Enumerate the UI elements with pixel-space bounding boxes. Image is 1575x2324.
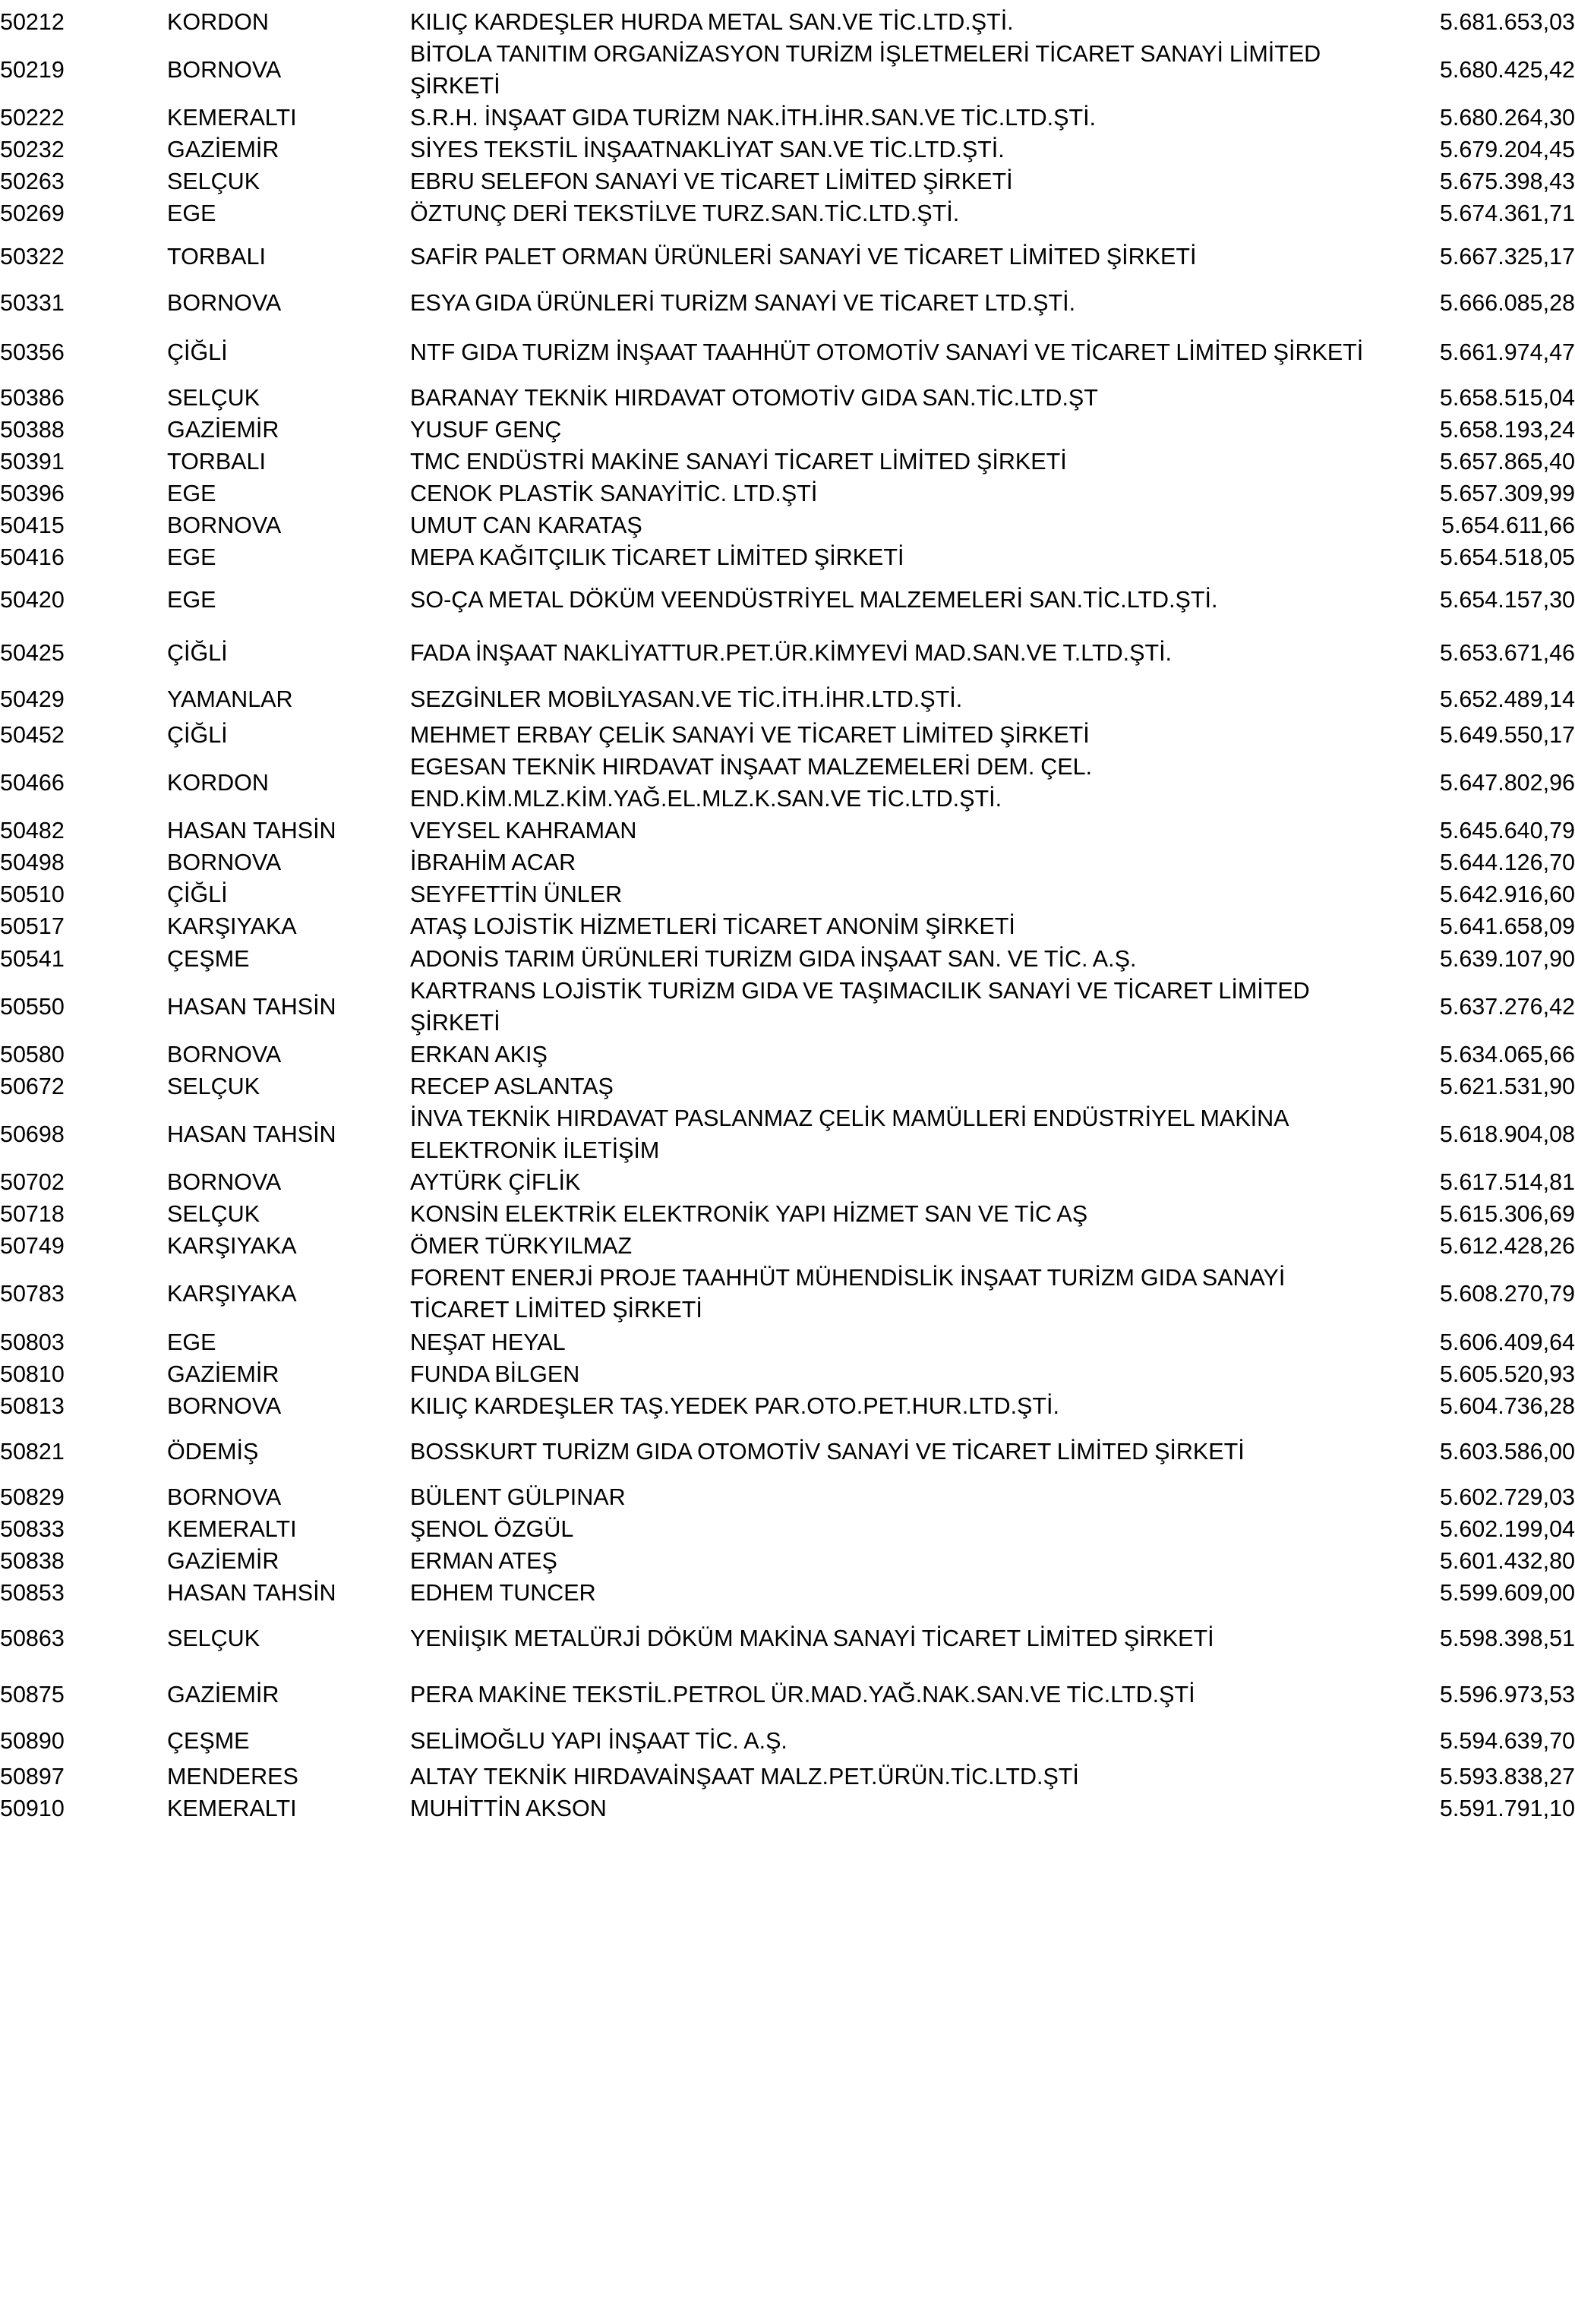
cell-rank: 50813 — [0, 1392, 65, 1419]
cell-rank: 50541 — [0, 945, 65, 972]
cell-spacer — [103, 323, 167, 382]
cell-rank: 50452 — [0, 722, 65, 749]
cell-spacer — [103, 719, 167, 751]
table-row — [0, 1513, 1575, 1545]
cell-rank: 50388 — [0, 416, 65, 443]
cell-district: KARŞIYAKA — [167, 913, 297, 940]
table-row — [0, 815, 1575, 847]
table-row — [0, 680, 1575, 719]
cell-taxpayer-name: SEZGİNLER MOBİLYASAN.VE TİC.İTH.İHR.LTD.ŞTİ. — [410, 686, 963, 712]
cell-district: KEMERALTI — [167, 1515, 297, 1542]
cell-spacer — [103, 815, 167, 847]
cell-spacer — [103, 1198, 167, 1230]
cell-spacer — [103, 1422, 167, 1481]
cell-amount: 5.642.916,60 — [1439, 881, 1575, 908]
cell-amount: 5.653.671,46 — [1439, 639, 1575, 666]
cell-taxpayer-name: TMC ENDÜSTRİ MAKİNE SANAYİ TİCARET LİMİTED ŞİRKETİ — [410, 448, 1067, 475]
cell-district: TORBALI — [167, 448, 266, 475]
cell-rank: 50550 — [0, 993, 65, 1020]
cell-rank: 50838 — [0, 1547, 65, 1574]
cell-rank: 50331 — [0, 289, 65, 316]
cell-rank: 50322 — [0, 243, 65, 270]
cell-amount: 5.602.199,04 — [1439, 1515, 1575, 1542]
cell-amount: 5.645.640,79 — [1439, 818, 1575, 844]
cell-rank: 50833 — [0, 1515, 65, 1542]
cell-spacer — [103, 1513, 167, 1545]
cell-rank: 50420 — [0, 586, 65, 613]
cell-taxpayer-name: SİYES TEKSTİL İNŞAATNAKLİYAT SAN.VE TİC.LTD.ŞTİ. — [410, 137, 1005, 163]
cell-district: KORDON — [167, 770, 269, 796]
cell-rank: 50219 — [0, 57, 65, 84]
cell-amount: 5.599.609,00 — [1439, 1579, 1575, 1606]
table-row — [0, 323, 1575, 382]
cell-taxpayer-name: ATAŞ LOJİSTİK HİZMETLERİ TİCARET ANONİM ŞİRKETİ — [410, 913, 1015, 940]
cell-district: HASAN TAHSİN — [167, 1121, 336, 1147]
cell-amount: 5.658.515,04 — [1439, 384, 1575, 411]
table-row — [0, 478, 1575, 509]
cell-district: SELÇUK — [167, 1201, 260, 1228]
table-row — [0, 283, 1575, 323]
cell-rank: 50749 — [0, 1233, 65, 1260]
cell-amount: 5.641.658,09 — [1439, 913, 1575, 940]
cell-amount: 5.667.325,17 — [1439, 243, 1575, 270]
table-body — [0, 6, 1575, 1824]
cell-district: GAZİEMİR — [167, 1361, 279, 1387]
table-row — [0, 1326, 1575, 1358]
cell-rank: 50263 — [0, 169, 65, 195]
cell-district: KORDON — [167, 9, 269, 35]
cell-taxpayer-name: RECEP ASLANTAŞ — [410, 1073, 614, 1099]
cell-amount: 5.658.193,24 — [1439, 416, 1575, 443]
cell-amount: 5.634.065,66 — [1439, 1041, 1575, 1067]
cell-district: EGE — [167, 1329, 216, 1355]
cell-district: EGE — [167, 586, 216, 613]
cell-spacer — [103, 446, 167, 478]
cell-taxpayer-name: KONSİN ELEKTRİK ELEKTRONİK YAPI HİZMET SAN VE TİC AŞ — [410, 1201, 1088, 1228]
cell-amount: 5.617.514,81 — [1439, 1169, 1575, 1196]
cell-taxpayer-name: MEPA KAĞITÇILIK TİCARET LİMİTED ŞİRKETİ — [410, 544, 904, 570]
cell-spacer — [103, 197, 167, 229]
cell-amount: 5.654.518,05 — [1439, 544, 1575, 570]
cell-district: EGE — [167, 200, 216, 227]
cell-rank: 50810 — [0, 1361, 65, 1387]
table-row — [0, 230, 1575, 283]
cell-taxpayer-name: FORENT ENERJİ PROJE TAAHHÜT MÜHENDİSLİK İNŞAAT TURİZM GIDA SANAYİ TİCARET LİMİTED ŞİRKETİ — [410, 1265, 1286, 1323]
cell-taxpayer-name: İBRAHİM ACAR — [410, 850, 576, 876]
table-row — [0, 1071, 1575, 1102]
cell-taxpayer-name: SEYFETTİN ÜNLER — [410, 881, 623, 908]
cell-taxpayer-name: UMUT CAN KARATAŞ — [410, 512, 642, 538]
cell-amount: 5.681.653,03 — [1439, 9, 1575, 35]
cell-taxpayer-name: ERKAN AKIŞ — [410, 1041, 548, 1067]
cell-district: YAMANLAR — [167, 686, 293, 712]
table-row — [0, 1039, 1575, 1071]
cell-spacer — [103, 626, 167, 680]
cell-taxpayer-name: KILIÇ KARDEŞLER HURDA METAL SAN.VE TİC.LTD.ŞTİ. — [410, 9, 1014, 35]
table-row — [0, 382, 1575, 414]
table-row — [0, 446, 1575, 478]
cell-rank: 50482 — [0, 818, 65, 844]
cell-amount: 5.601.432,80 — [1439, 1547, 1575, 1574]
cell-district: BORNOVA — [167, 1169, 282, 1196]
table-row — [0, 509, 1575, 541]
cell-amount: 5.657.309,99 — [1439, 480, 1575, 506]
cell-district: HASAN TAHSİN — [167, 993, 336, 1020]
cell-taxpayer-name: SO-ÇA METAL DÖKÜM VEENDÜSTRİYEL MALZEMELERİ SAN.TİC.LTD.ŞTİ. — [410, 586, 1218, 613]
cell-district: EGE — [167, 480, 216, 506]
cell-district: BORNOVA — [167, 850, 282, 876]
cell-spacer — [103, 38, 167, 102]
cell-taxpayer-name: YENİIŞIK METALÜRJİ DÖKÜM MAKİNA SANAYİ TİCARET LİMİTED ŞİRKETİ — [410, 1626, 1214, 1651]
table-row — [0, 1577, 1575, 1609]
table-row — [0, 166, 1575, 197]
cell-spacer — [103, 283, 167, 323]
cell-spacer — [103, 878, 167, 910]
table-row — [0, 414, 1575, 446]
table-row — [0, 847, 1575, 878]
cell-amount: 5.652.489,14 — [1439, 686, 1575, 712]
cell-taxpayer-name: EDHEM TUNCER — [410, 1579, 596, 1606]
cell-spacer — [103, 1166, 167, 1198]
cell-spacer — [103, 230, 167, 283]
cell-district: KEMERALTI — [167, 105, 297, 131]
cell-amount: 5.680.264,30 — [1439, 105, 1575, 131]
cell-district: GAZİEMİR — [167, 1682, 279, 1708]
cell-district: SELÇUK — [167, 384, 260, 411]
table-row — [0, 1422, 1575, 1481]
table-row — [0, 541, 1575, 573]
cell-rank: 50853 — [0, 1579, 65, 1606]
cell-rank: 50875 — [0, 1682, 65, 1708]
tax-debtor-table — [0, 6, 1575, 1824]
cell-district: GAZİEMİR — [167, 137, 279, 163]
cell-district: ÇEŞME — [167, 945, 250, 972]
cell-rank: 50212 — [0, 9, 65, 35]
cell-district: BORNOVA — [167, 1484, 282, 1510]
table-row — [0, 38, 1575, 102]
cell-amount: 5.666.085,28 — [1439, 289, 1575, 316]
cell-district: ÇİĞLİ — [167, 881, 228, 908]
cell-rank: 50718 — [0, 1201, 65, 1228]
cell-taxpayer-name: İNVA TEKNİK HIRDAVAT PASLANMAZ ÇELİK MAMÜLLERİ ENDÜSTRİYEL MAKİNA ELEKTRONİK İLETİŞİM — [410, 1105, 1288, 1164]
cell-rank: 50386 — [0, 384, 65, 411]
table-row — [0, 751, 1575, 815]
cell-district: ÇEŞME — [167, 1728, 250, 1754]
cell-rank: 50510 — [0, 881, 65, 908]
table-row — [0, 197, 1575, 229]
cell-taxpayer-name: KARTRANS LOJİSTİK TURİZM GIDA VE TAŞIMACILIK SANAYİ VE TİCARET LİMİTED ŞİRKETİ — [410, 977, 1310, 1036]
cell-spacer — [103, 1609, 167, 1668]
table-row — [0, 1761, 1575, 1793]
table-row — [0, 6, 1575, 38]
table-row — [0, 102, 1575, 134]
cell-district: KARŞIYAKA — [167, 1233, 297, 1260]
cell-spacer — [103, 1793, 167, 1824]
cell-spacer — [103, 1039, 167, 1071]
cell-district: KARŞIYAKA — [167, 1281, 297, 1307]
cell-district: BORNOVA — [167, 512, 282, 538]
cell-taxpayer-name: EBRU SELEFON SANAYİ VE TİCARET LİMİTED ŞİRKETİ — [410, 169, 1013, 195]
cell-taxpayer-name: NTF GIDA TURİZM İNŞAAT TAAHHÜT OTOMOTİV SANAYİ VE TİCARET LİMİTED ŞİRKETİ — [410, 339, 1364, 365]
cell-spacer — [103, 1668, 167, 1721]
cell-rank: 50821 — [0, 1438, 65, 1465]
table-row — [0, 1166, 1575, 1198]
cell-district: SELÇUK — [167, 1626, 260, 1651]
cell-taxpayer-name: BOSSKURT TURİZM GIDA OTOMOTİV SANAYİ VE TİCARET LİMİTED ŞİRKETİ — [410, 1438, 1245, 1465]
cell-district: GAZİEMİR — [167, 1547, 279, 1574]
cell-rank: 50890 — [0, 1728, 65, 1754]
cell-taxpayer-name: ÖMER TÜRKYILMAZ — [410, 1233, 633, 1260]
cell-taxpayer-name: NEŞAT HEYAL — [410, 1329, 566, 1355]
table-row — [0, 134, 1575, 166]
cell-amount: 5.675.398,43 — [1439, 169, 1575, 195]
table-row — [0, 1609, 1575, 1668]
cell-spacer — [103, 1358, 167, 1390]
table-row — [0, 719, 1575, 751]
table-row — [0, 910, 1575, 942]
cell-rank: 50232 — [0, 137, 65, 163]
table-row — [0, 1198, 1575, 1230]
cell-rank: 50222 — [0, 105, 65, 131]
cell-spacer — [103, 751, 167, 815]
cell-taxpayer-name: S.R.H. İNŞAAT GIDA TURİZM NAK.İTH.İHR.SAN.VE TİC.LTD.ŞTİ. — [410, 105, 1097, 131]
cell-amount: 5.649.550,17 — [1439, 722, 1575, 749]
table-row — [0, 975, 1575, 1039]
cell-taxpayer-name: AYTÜRK ÇİFLİK — [410, 1169, 581, 1196]
cell-rank: 50415 — [0, 512, 65, 538]
cell-spacer — [103, 910, 167, 942]
cell-spacer — [103, 847, 167, 878]
cell-amount: 5.654.611,66 — [1441, 512, 1575, 538]
cell-taxpayer-name: KILIÇ KARDEŞLER TAŞ.YEDEK PAR.OTO.PET.HUR.LTD.ŞTİ. — [410, 1392, 1059, 1419]
cell-amount: 5.639.107,90 — [1439, 945, 1575, 972]
cell-taxpayer-name: EGESAN TEKNİK HIRDAVAT İNŞAAT MALZEMELERİ DEM. ÇEL. END.KİM.MLZ.KİM.YAĞ.EL.MLZ.K.SAN.VE TİC.LTD.ŞTİ. — [410, 754, 1093, 812]
cell-amount: 5.637.276,42 — [1439, 993, 1575, 1020]
cell-district: ÇİĞLİ — [167, 339, 228, 365]
table-row — [0, 573, 1575, 626]
cell-spacer — [103, 1262, 167, 1326]
cell-rank: 50425 — [0, 639, 65, 666]
cell-amount: 5.644.126,70 — [1439, 850, 1575, 876]
cell-amount: 5.596.973,53 — [1439, 1682, 1575, 1708]
cell-district: ÇİĞLİ — [167, 639, 228, 666]
cell-rank: 50672 — [0, 1073, 65, 1099]
cell-spacer — [103, 6, 167, 38]
cell-amount: 5.615.306,69 — [1439, 1201, 1575, 1228]
cell-taxpayer-name: MUHİTTİN AKSON — [410, 1796, 607, 1822]
table-row — [0, 1230, 1575, 1262]
cell-amount: 5.593.838,27 — [1439, 1764, 1575, 1790]
cell-spacer — [103, 478, 167, 509]
cell-rank: 50698 — [0, 1121, 65, 1147]
cell-district: TORBALI — [167, 243, 266, 270]
cell-spacer — [103, 975, 167, 1039]
table-row — [0, 1390, 1575, 1422]
cell-amount: 5.612.428,26 — [1439, 1233, 1575, 1260]
cell-taxpayer-name: ALTAY TEKNİK HIRDAVAİNŞAAT MALZ.PET.ÜRÜN.TİC.LTD.ŞTİ — [410, 1764, 1079, 1790]
cell-district: GAZİEMİR — [167, 416, 279, 443]
cell-spacer — [103, 102, 167, 134]
cell-spacer — [103, 1577, 167, 1609]
cell-rank: 50702 — [0, 1169, 65, 1196]
cell-rank: 50517 — [0, 913, 65, 940]
cell-taxpayer-name: FADA İNŞAAT NAKLİYATTUR.PET.ÜR.KİMYEVİ MAD.SAN.VE T.LTD.ŞTİ. — [410, 639, 1173, 666]
cell-amount: 5.657.865,40 — [1439, 448, 1575, 475]
cell-taxpayer-name: SELİMOĞLU YAPI İNŞAAT TİC. A.Ş. — [410, 1728, 788, 1754]
cell-amount: 5.661.974,47 — [1439, 339, 1575, 365]
cell-taxpayer-name: BÜLENT GÜLPINAR — [410, 1484, 626, 1510]
cell-district: BORNOVA — [167, 1392, 282, 1419]
cell-amount: 5.618.904,08 — [1439, 1121, 1575, 1147]
table-row — [0, 1545, 1575, 1577]
cell-district: SELÇUK — [167, 1073, 260, 1099]
cell-amount: 5.680.425,42 — [1439, 57, 1575, 84]
cell-spacer — [103, 1481, 167, 1513]
table-row — [0, 1793, 1575, 1824]
cell-rank: 50396 — [0, 480, 65, 506]
cell-spacer — [103, 943, 167, 975]
table-row — [0, 943, 1575, 975]
cell-spacer — [103, 509, 167, 541]
cell-amount: 5.674.361,71 — [1439, 200, 1575, 227]
table-row — [0, 1481, 1575, 1513]
cell-rank: 50897 — [0, 1764, 65, 1790]
cell-rank: 50829 — [0, 1484, 65, 1510]
cell-rank: 50416 — [0, 544, 65, 570]
cell-taxpayer-name: ADONİS TARIM ÜRÜNLERİ TURİZM GIDA İNŞAAT SAN. VE TİC. A.Ş. — [410, 945, 1137, 972]
cell-spacer — [103, 414, 167, 446]
table-row — [0, 626, 1575, 680]
cell-taxpayer-name: ÖZTUNÇ DERİ TEKSTİLVE TURZ.SAN.TİC.LTD.ŞTİ. — [410, 200, 960, 227]
cell-district: SELÇUK — [167, 169, 260, 195]
cell-rank: 50466 — [0, 770, 65, 796]
cell-rank: 50910 — [0, 1796, 65, 1822]
cell-spacer — [103, 1071, 167, 1102]
table-row — [0, 1721, 1575, 1761]
cell-spacer — [103, 573, 167, 626]
cell-taxpayer-name: ERMAN ATEŞ — [410, 1547, 557, 1574]
cell-rank: 50863 — [0, 1626, 65, 1651]
cell-taxpayer-name: YUSUF GENÇ — [410, 416, 562, 443]
cell-rank: 50783 — [0, 1281, 65, 1307]
cell-amount: 5.603.586,00 — [1439, 1438, 1575, 1465]
cell-amount: 5.594.639,70 — [1439, 1728, 1575, 1754]
cell-spacer — [103, 1230, 167, 1262]
table-row — [0, 1358, 1575, 1390]
cell-district: HASAN TAHSİN — [167, 1579, 336, 1606]
cell-spacer — [103, 1721, 167, 1761]
cell-district: ÇİĞLİ — [167, 722, 228, 749]
cell-district: BORNOVA — [167, 1041, 282, 1067]
cell-amount: 5.598.398,51 — [1439, 1626, 1575, 1651]
cell-spacer — [103, 382, 167, 414]
cell-taxpayer-name: ESYA GIDA ÜRÜNLERİ TURİZM SANAYİ VE TİCARET LTD.ŞTİ. — [410, 289, 1076, 316]
cell-amount: 5.604.736,28 — [1439, 1392, 1575, 1419]
cell-district: EGE — [167, 544, 216, 570]
cell-amount: 5.621.531,90 — [1439, 1073, 1575, 1099]
cell-district: BORNOVA — [167, 289, 282, 316]
cell-amount: 5.654.157,30 — [1439, 586, 1575, 613]
cell-rank: 50429 — [0, 686, 65, 712]
cell-taxpayer-name: CENOK PLASTİK SANAYİTİC. LTD.ŞTİ — [410, 480, 818, 506]
cell-district: BORNOVA — [167, 57, 282, 84]
cell-amount: 5.605.520,93 — [1439, 1361, 1575, 1387]
cell-spacer — [103, 134, 167, 166]
cell-spacer — [103, 1545, 167, 1577]
cell-amount: 5.647.802,96 — [1439, 770, 1575, 796]
cell-spacer — [103, 680, 167, 719]
cell-spacer — [103, 1390, 167, 1422]
cell-amount: 5.606.409,64 — [1439, 1329, 1575, 1355]
table-row — [0, 1262, 1575, 1326]
cell-spacer — [103, 541, 167, 573]
cell-rank: 50356 — [0, 339, 65, 365]
cell-taxpayer-name: MEHMET ERBAY ÇELİK SANAYİ VE TİCARET LİMİTED ŞİRKETİ — [410, 722, 1090, 749]
cell-amount: 5.679.204,45 — [1439, 137, 1575, 163]
cell-taxpayer-name: BARANAY TEKNİK HIRDAVAT OTOMOTİV GIDA SAN.TİC.LTD.ŞT — [410, 384, 1098, 411]
cell-rank: 50391 — [0, 448, 65, 475]
cell-spacer — [103, 1761, 167, 1793]
cell-rank: 50498 — [0, 850, 65, 876]
cell-taxpayer-name: ŞENOL ÖZGÜL — [410, 1515, 574, 1542]
cell-taxpayer-name: BİTOLA TANITIM ORGANİZASYON TURİZM İŞLETMELERİ TİCARET SANAYİ LİMİTED ŞİRKETİ — [410, 41, 1321, 99]
cell-amount: 5.591.791,10 — [1439, 1796, 1575, 1822]
cell-district: ÖDEMİŞ — [167, 1438, 259, 1465]
table-row — [0, 1102, 1575, 1166]
cell-spacer — [103, 1326, 167, 1358]
table-row — [0, 1668, 1575, 1721]
cell-rank: 50803 — [0, 1329, 65, 1355]
cell-taxpayer-name: SAFİR PALET ORMAN ÜRÜNLERİ SANAYİ VE TİCARET LİMİTED ŞİRKETİ — [410, 243, 1197, 270]
cell-district: KEMERALTI — [167, 1796, 297, 1822]
cell-taxpayer-name: VEYSEL KAHRAMAN — [410, 818, 637, 844]
table-row — [0, 878, 1575, 910]
cell-district: HASAN TAHSİN — [167, 818, 336, 844]
cell-spacer — [103, 1102, 167, 1166]
cell-district: MENDERES — [167, 1764, 298, 1790]
cell-rank: 50269 — [0, 200, 65, 227]
cell-amount: 5.608.270,79 — [1439, 1281, 1575, 1307]
cell-amount: 5.602.729,03 — [1439, 1484, 1575, 1510]
cell-taxpayer-name: FUNDA BİLGEN — [410, 1361, 580, 1387]
cell-spacer — [103, 166, 167, 197]
cell-taxpayer-name: PERA MAKİNE TEKSTİL.PETROL ÜR.MAD.YAĞ.NAK.SAN.VE TİC.LTD.ŞTİ — [410, 1682, 1195, 1708]
cell-rank: 50580 — [0, 1041, 65, 1067]
